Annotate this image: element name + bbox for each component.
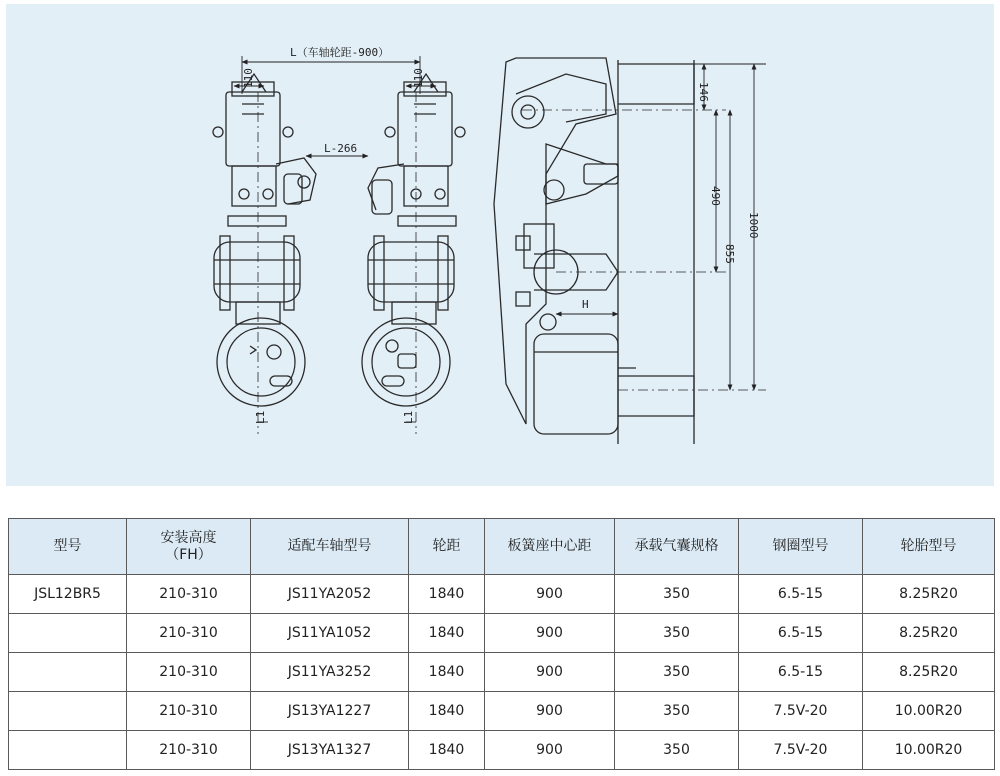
cell-height: 210-310 [127,653,251,692]
cell-height: 210-310 [127,692,251,731]
dim-490-label: 490 [709,186,722,206]
cell-track: 1840 [409,614,485,653]
dim-110-left-label: 110 [242,68,255,88]
cell-axle: JS13YA1327 [251,731,409,770]
dim-l1-left-label: L1 [254,410,267,424]
cell-rim: 7.5V-20 [739,731,863,770]
header-install-height-line1: 安装高度 [160,529,217,546]
side-dimensions [556,64,766,390]
cell-bag: 350 [615,653,739,692]
cell-track: 1840 [409,692,485,731]
cell-height: 210-310 [127,731,251,770]
dim-110-right-label: 110 [412,68,425,88]
suspension-drawing [6,4,994,486]
dim-h-label: H [582,298,589,311]
cell-bag: 350 [615,575,739,614]
cell-tire: 8.25R20 [863,575,995,614]
dim-855-label: 855 [723,244,736,264]
dim-146-label: 146 [697,82,710,102]
cell-spring: 900 [485,614,615,653]
cell-rim: 7.5V-20 [739,692,863,731]
cell-bag: 350 [615,692,739,731]
cell-height: 210-310 [127,614,251,653]
cell-tire: 8.25R20 [863,614,995,653]
header-tire: 轮胎型号 [863,519,995,575]
header-track: 轮距 [409,519,485,575]
header-air-bag: 承载气囊规格 [615,519,739,575]
cell-bag: 350 [615,614,739,653]
cell-tire: 10.00R20 [863,692,995,731]
header-install-height-line2: （FH） [165,546,212,563]
cell-track: 1840 [409,731,485,770]
technical-drawing-panel [6,4,994,486]
dim-l1-right-label: L1 [402,410,415,424]
dim-1000-label: 1000 [747,212,760,239]
table-row [9,692,995,731]
cell-axle: JS11YA2052 [251,575,409,614]
table-row [9,575,995,614]
header-axle-model: 适配车轴型号 [251,519,409,575]
cell-model: JSL12BR5 [9,575,127,614]
header-rim: 钢圈型号 [739,519,863,575]
cell-model [9,731,127,770]
cell-axle: JS11YA1052 [251,614,409,653]
cell-spring: 900 [485,692,615,731]
dim-l266-label: L-266 [324,142,358,155]
wheelbase-note-label: L（车轴轮距-900） [290,46,390,59]
cell-track: 1840 [409,653,485,692]
left-front-assembly [213,74,316,434]
cell-spring: 900 [485,731,615,770]
cell-height: 210-310 [127,575,251,614]
table-row [9,731,995,770]
header-install-height [127,519,251,575]
header-spring-center: 板簧座中心距 [485,519,615,575]
cell-tire: 10.00R20 [863,731,995,770]
cell-rim: 6.5-15 [739,614,863,653]
cell-model [9,653,127,692]
cell-track: 1840 [409,575,485,614]
cell-spring: 900 [485,653,615,692]
front-dimensions [234,56,436,422]
table-header-row [9,519,995,575]
cell-spring: 900 [485,575,615,614]
cell-rim: 6.5-15 [739,575,863,614]
right-front-assembly [362,74,465,434]
cell-rim: 6.5-15 [739,653,863,692]
cell-axle: JS13YA1227 [251,692,409,731]
cell-bag: 350 [615,731,739,770]
table-row [9,614,995,653]
header-model: 型号 [9,519,127,575]
spec-table [8,518,995,770]
table-row [9,653,995,692]
cell-model [9,614,127,653]
cell-tire: 8.25R20 [863,653,995,692]
cell-model [9,692,127,731]
cell-axle: JS11YA3252 [251,653,409,692]
